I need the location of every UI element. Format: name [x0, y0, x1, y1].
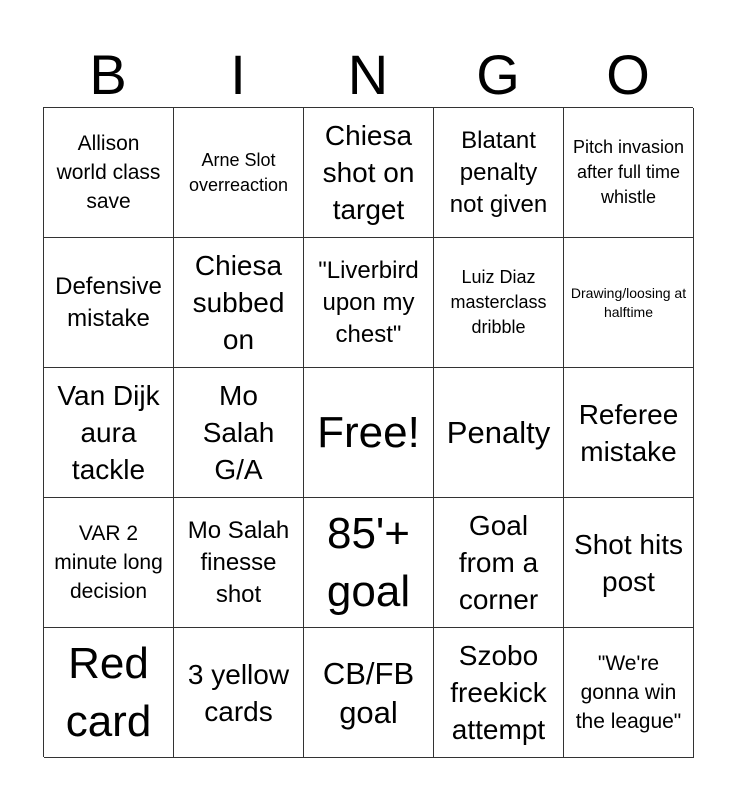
bingo-cell-2-4[interactable]: [434, 238, 564, 368]
bingo-cell-5-2[interactable]: [174, 628, 304, 758]
bingo-cell-1-5[interactable]: [564, 108, 694, 238]
header-letter-g: G: [476, 43, 520, 106]
cell-text: 3 yellow cards: [187, 658, 290, 727]
cell-text: Luiz Diaz masterclass dribble: [450, 267, 547, 337]
bingo-cell-2-3[interactable]: [304, 238, 434, 368]
cell-text: Blatant penalty not given: [449, 126, 548, 218]
bingo-cell-1-4[interactable]: [434, 108, 564, 238]
cell-text: Defensive mistake: [55, 272, 162, 332]
bingo-cell-4-5[interactable]: [564, 498, 694, 628]
bingo-cell-5-3[interactable]: [304, 628, 434, 758]
bingo-cell-2-2[interactable]: [174, 238, 304, 368]
cell-text: Szobo freekick attempt: [450, 640, 547, 745]
cell-text: Van Dijk aura tackle: [57, 380, 160, 485]
cell-text: Mo Salah G/A: [202, 380, 275, 485]
bingo-cell-2-1[interactable]: [44, 238, 174, 368]
cell-text: "Liverbird upon my chest": [318, 256, 419, 348]
cell-text: 85'+ goal: [326, 508, 411, 616]
header-letter-b: B: [89, 43, 127, 106]
bingo-cell-4-3[interactable]: [304, 498, 434, 628]
bingo-cell-3-4[interactable]: [434, 368, 564, 498]
cell-text: Drawing/loosing at halftime: [570, 284, 687, 320]
bingo-cell-4-4[interactable]: [434, 498, 564, 628]
cell-text: VAR 2 minute long decision: [54, 522, 163, 603]
cell-text: Pitch invasion after full time whistle: [572, 137, 685, 207]
bingo-cell-1-2[interactable]: [174, 108, 304, 238]
bingo-cell-5-5[interactable]: [564, 628, 694, 758]
cell-text: Allison world class save: [56, 132, 161, 213]
bingo-cell-4-2[interactable]: [174, 498, 304, 628]
bingo-cell-4-1[interactable]: [44, 498, 174, 628]
cell-text: Red card: [65, 638, 152, 746]
bingo-cell-2-5[interactable]: [564, 238, 694, 368]
cell-text: Mo Salah finesse shot: [187, 516, 290, 608]
cell-text: CB/FB goal: [322, 655, 415, 730]
bingo-cell-3-2[interactable]: [174, 368, 304, 498]
bingo-header: [43, 42, 693, 108]
cell-text: Arne Slot overreaction: [188, 149, 289, 195]
cell-text: Referee mistake: [578, 398, 679, 467]
bingo-cell-3-1[interactable]: [44, 368, 174, 498]
header-letter-i: I: [230, 43, 246, 106]
cell-text: Chiesa subbed on: [192, 250, 285, 355]
cell-text: Free!: [317, 407, 420, 457]
cell-text: Goal from a corner: [458, 510, 539, 615]
cell-text: "We're gonna win the league": [575, 652, 682, 733]
cell-text: Penalty: [446, 415, 551, 450]
bingo-cell-free-space[interactable]: [304, 368, 434, 498]
header-letter-o: O: [606, 43, 650, 106]
bingo-grid: [43, 107, 693, 757]
bingo-cell-5-4[interactable]: [434, 628, 564, 758]
bingo-cell-5-1[interactable]: [44, 628, 174, 758]
bingo-cell-1-3[interactable]: [304, 108, 434, 238]
cell-text: Chiesa shot on target: [322, 120, 415, 225]
bingo-cell-3-5[interactable]: [564, 368, 694, 498]
cell-text: Shot hits post: [574, 528, 683, 597]
header-letter-n: N: [347, 43, 389, 106]
bingo-cell-1-1[interactable]: [44, 108, 174, 238]
